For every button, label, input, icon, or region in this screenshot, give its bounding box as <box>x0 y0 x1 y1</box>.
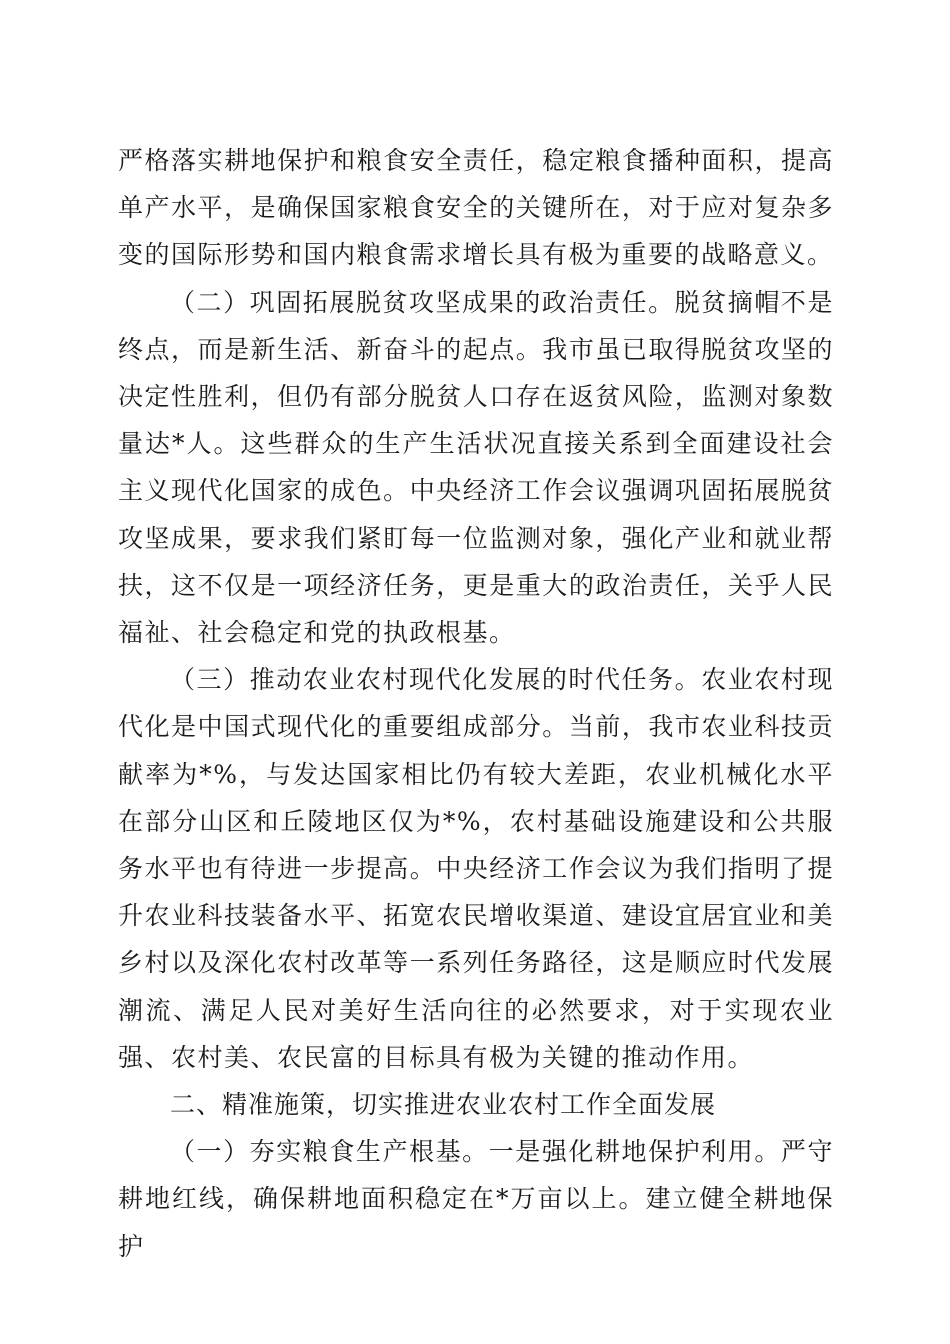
paragraph-grain-production <box>118 1128 834 1270</box>
continued-paragraph <box>118 137 834 279</box>
paragraph-text: 一是强化耕地保护利用。严守耕地红线，确保耕地面积稳定在*万亩以上。建立健全耕地保护 <box>118 1137 834 1261</box>
paragraph-text: 脱贫摘帽不是终点，而是新生活、新奋斗的起点。我市虽已取得脱贫攻坚的决定性胜利，但仍有部分脱贫人口存在返贫风险，监测对象数量达*人。这些群众的生产生活状况直接关系到全面建设社会主义现代化国家的成色。中央经济工作会议强调巩固拓展脱贫攻坚成果，要求我们紧盯每一位监测对象，强化产业和就业帮扶，这不仅是一项经济任务，更是重大的政治责任，关乎人民福祉、社会稳定和党的执政根基。 <box>118 287 834 648</box>
paragraph-text: 农业农村现代化是中国式现代化的重要组成部分。当前，我市农业科技贡献率为*%，与发达国家相比仍有较大差距，农业机械化水平在部分山区和丘陵地区仅为*%，农村基础设施建设和公共服务水平也有待进一步提高。中央经济工作会议为我们指明了提升农业科技装备水平、拓宽农民增收渠道、建设宜居宜业和美乡村以及深化农村改革等一系列任务路径，这是顺应时代发展潮流、满足人民对美好生活向往的必然要求，对于实现农业强、农村美、农民富的目标具有极为关键的推动作用。 <box>118 665 834 1072</box>
continued-paragraph-text: 严格落实耕地保护和粮食安全责任，稳定粮食播种面积，提高单产水平，是确保国家粮食安全的关键所在，对于应对复杂多变的国际形势和国内粮食需求增长具有极为重要的战略意义。 <box>118 146 834 270</box>
subheading-consolidate-poverty-results: （二）巩固拓展脱贫攻坚成果的政治责任。 <box>170 287 675 317</box>
document-body <box>118 137 834 1270</box>
section-heading: 二、精准施策，切实推进农业农村工作全面发展 <box>170 1090 717 1120</box>
subheading-grain-production-foundation: （一）夯实粮食生产根基。 <box>170 1137 489 1167</box>
paragraph-modernization-task <box>118 656 834 1081</box>
subheading-agricultural-modernization: （三）推动农业农村现代化发展的时代任务。 <box>170 665 702 695</box>
paragraph-political-responsibility <box>118 279 834 657</box>
